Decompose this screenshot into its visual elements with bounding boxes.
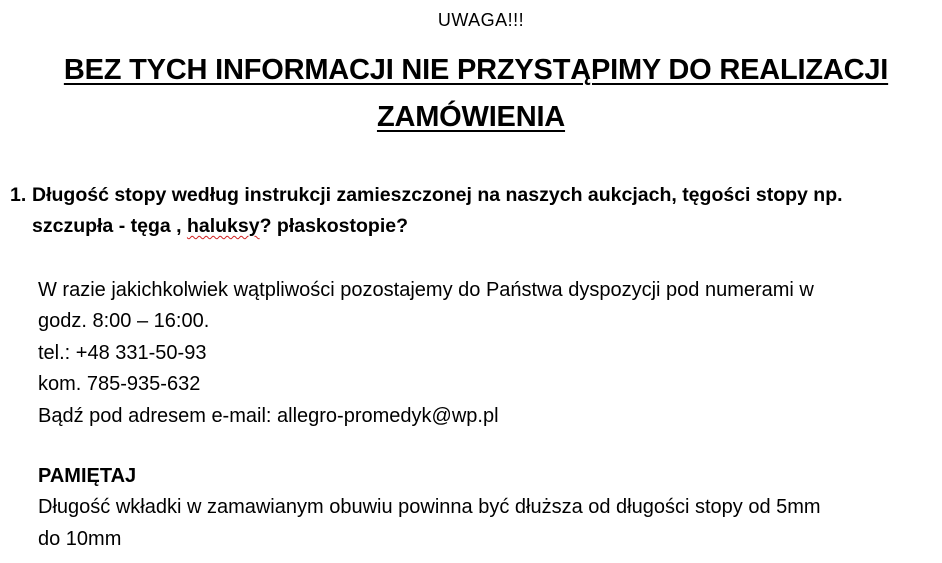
contact-phone: tel.: +48 331-50-93 bbox=[38, 341, 207, 364]
headline-text-2: ZAMÓWIENIA bbox=[376, 101, 566, 133]
reminder-title: PAMIĘTAJ bbox=[38, 465, 137, 487]
reminder-line-2: do 10mm bbox=[38, 527, 122, 550]
contact-hours: godz. 8:00 – 16:00. bbox=[38, 310, 210, 333]
contact-email: Bądź pod adresem e-mail: allegro-promedyk@wp.pl bbox=[38, 404, 499, 427]
reminder-block bbox=[38, 461, 928, 555]
requirement-line-2 bbox=[10, 211, 930, 242]
headline-line-2 bbox=[0, 101, 942, 134]
list-number: 1. bbox=[10, 184, 27, 206]
headline-line-1 bbox=[0, 54, 942, 87]
contact-block bbox=[38, 275, 928, 432]
headline-text-1: BEZ TYCH INFORMACJI NIE PRZYSTĄPIMY DO REALIZACJI bbox=[63, 54, 889, 86]
spellcheck-flagged-word: haluksy bbox=[186, 215, 260, 237]
contact-intro: W razie jakichkolwiek wątpliwości pozostajemy do Państwa dyspozycji pod numerami w bbox=[38, 279, 814, 301]
requirement-item bbox=[10, 180, 930, 242]
contact-mobile: kom. 785-935-632 bbox=[38, 373, 201, 396]
reminder-line-1: Długość wkładki w zamawianym obuwiu powinna być dłuższa od długości stopy od 5mm bbox=[38, 496, 821, 519]
requirement-text-b: ? płaskostopie? bbox=[259, 215, 409, 237]
requirement-text-a: szczupła - tęga , bbox=[32, 215, 187, 237]
warning-label: UWAGA!!! bbox=[437, 10, 525, 30]
requirement-line-1: Długość stopy według instrukcji zamieszczonej na naszych aukcjach, tęgości stopy np. bbox=[32, 184, 843, 206]
